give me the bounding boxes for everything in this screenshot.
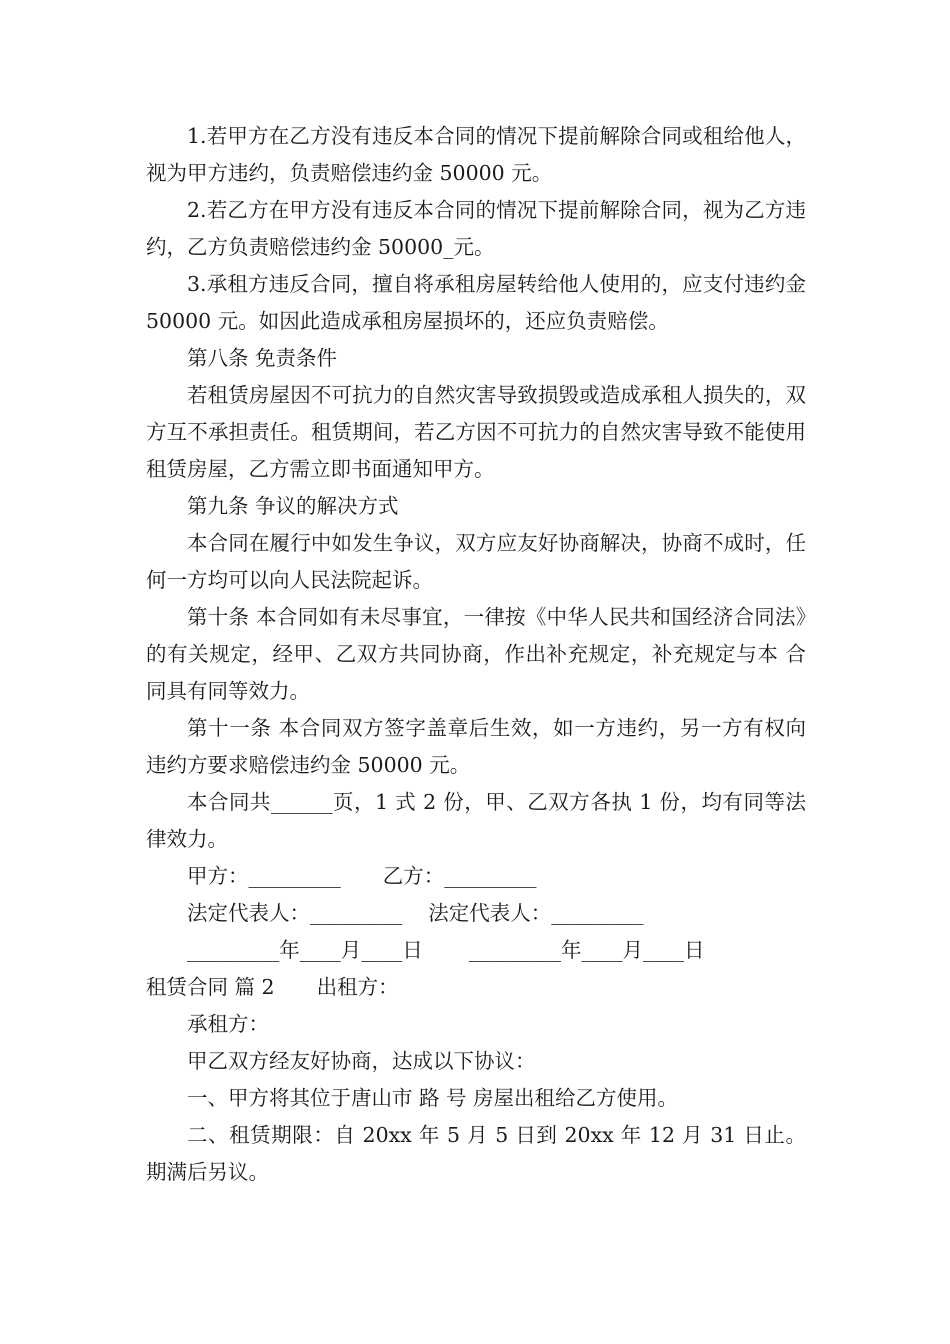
paragraph-penalty-lessor: 1.若甲方在乙方没有违反本合同的情况下提前解除合同或租给他人，视为甲方违约，负责赔偿违约金 50000 元。 bbox=[146, 124, 806, 185]
lessor-label: 出租方： bbox=[316, 975, 399, 999]
paragraph-copies: 本合同共______页，1 式 2 份，甲、乙双方各执 1 份，均有同等法律效力。 bbox=[146, 790, 806, 851]
paragraph-penalty-sublet: 3.承租方违反合同，擅自将承租房屋转给他人使用的，应支付违约金 50000 元。如因此造成承租房屋损坏的，还应负责赔偿。 bbox=[146, 272, 806, 333]
rep-b-signature: 法定代表人：_________ bbox=[428, 901, 644, 925]
lessee-label: 承租方： bbox=[187, 1012, 269, 1036]
clause-1: 一、甲方将其位于唐山市 路 号 房屋出租给乙方使用。 bbox=[187, 1086, 679, 1110]
article-8-heading: 第八条 免责条件 bbox=[187, 346, 338, 370]
paragraph-force-majeure: 若租赁房屋因不可抗力的自然灾害导致损毁或造成承租人损失的，双方互不承担责任。租赁期间，若乙方因不可抗力的自然灾害导致不能使用租赁房屋，乙方需立即书面通知甲方。 bbox=[146, 383, 806, 481]
signature-date-row bbox=[146, 932, 806, 969]
clause-2: 二、租赁期限：自 20xx 年 5 月 5 日到 20xx 年 12 月 31 日止。期满后另议。 bbox=[146, 1123, 806, 1184]
paragraph-article-11: 第十一条 本合同双方签字盖章后生效，如一方违约，另一方有权向违约方要求赔偿违约金 50000 元。 bbox=[146, 716, 806, 777]
paragraph-dispute: 本合同在履行中如发生争议，双方应友好协商解决，协商不成时，任何一方均可以向人民法院起诉。 bbox=[146, 531, 806, 592]
paragraph-penalty-lessee: 2.若乙方在甲方没有违反本合同的情况下提前解除合同，视为乙方违约，乙方负责赔偿违约金 50000_元。 bbox=[146, 198, 806, 259]
rep-a-signature: 法定代表人：_________ bbox=[187, 901, 403, 925]
document-page bbox=[146, 118, 806, 1191]
party-a-signature: 甲方：_________ bbox=[187, 864, 341, 888]
date-a: _________年____月____日 bbox=[187, 938, 423, 962]
article-9-heading: 第九条 争议的解决方式 bbox=[187, 494, 399, 518]
agreement-intro: 甲乙双方经友好协商，达成以下协议： bbox=[187, 1049, 536, 1073]
signature-rep-row bbox=[146, 895, 806, 932]
date-b: _________年____月____日 bbox=[468, 938, 705, 962]
section-2-heading-row bbox=[146, 969, 806, 1006]
paragraph-article-10: 第十条 本合同如有未尽事宜，一律按《中华人民共和国经济合同法》的有关规定，经甲、乙双方共同协商，作出补充规定，补充规定与本 合同具有同等效力。 bbox=[146, 605, 806, 703]
section-2-title: 租赁合同 篇 2 bbox=[146, 975, 275, 999]
party-b-signature: 乙方：_________ bbox=[382, 864, 537, 888]
signature-parties-row bbox=[146, 858, 806, 895]
